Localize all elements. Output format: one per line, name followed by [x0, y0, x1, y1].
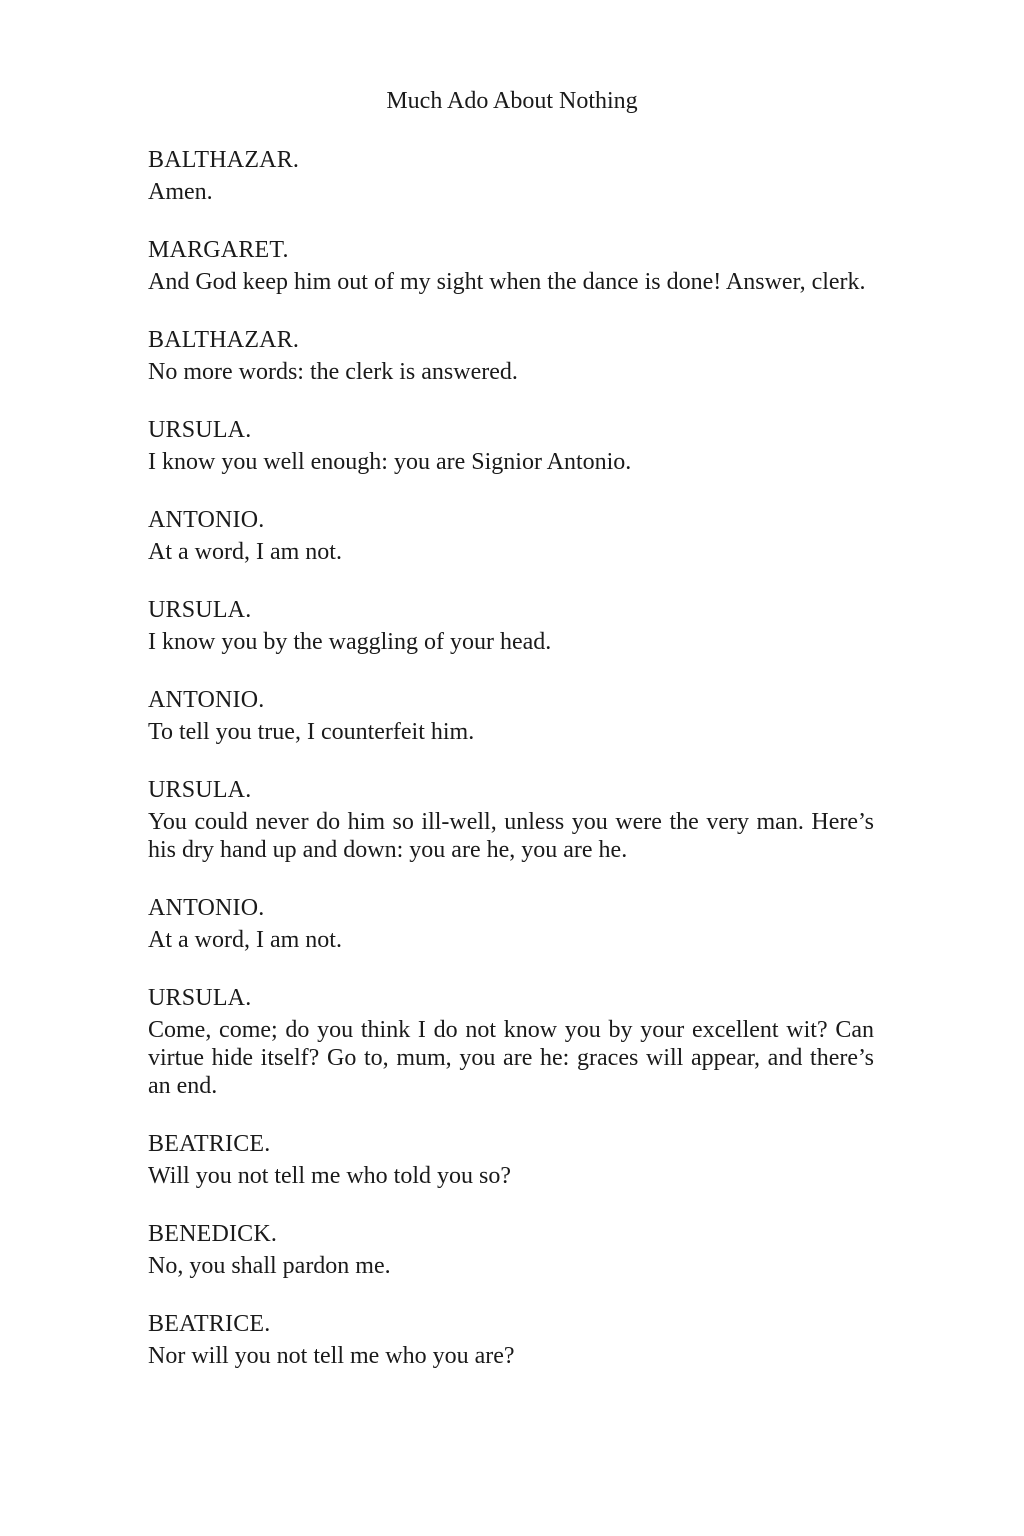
speech-text: To tell you true, I counterfeit him.: [148, 719, 475, 745]
speech-block: [148, 984, 874, 1100]
speech-text: Will you not tell me who told you so?: [148, 1163, 511, 1189]
speech-block: [148, 894, 874, 954]
speaker-name: BEATRICE.: [148, 1131, 271, 1157]
speech-text: No more words: the clerk is answered.: [148, 359, 518, 385]
speech-text: No, you shall pardon me.: [148, 1253, 391, 1279]
speech-text: I know you well enough: you are Signior Antonio.: [148, 449, 632, 475]
speaker-name: BEATRICE.: [148, 1311, 271, 1337]
speaker-name: BALTHAZAR.: [148, 147, 300, 173]
speech-block: [148, 416, 874, 476]
speech-block: [148, 596, 874, 656]
speech-block: [148, 236, 874, 296]
speech-block: [148, 776, 874, 864]
speaker-name: URSULA.: [148, 597, 252, 623]
speech-text: You could never do him so ill-well, unless you were the very man. Here’s his dry hand up and down: you are he, you are he.: [148, 809, 874, 863]
running-head: Much Ado About Nothing: [386, 88, 638, 114]
speaker-name: ANTONIO.: [148, 895, 265, 921]
speaker-name: BALTHAZAR.: [148, 327, 300, 353]
speech-text: At a word, I am not.: [148, 927, 342, 953]
speaker-name: MARGARET.: [148, 237, 289, 263]
speech-block: [148, 1310, 874, 1370]
speaker-name: URSULA.: [148, 777, 252, 803]
speech-text: Amen.: [148, 179, 213, 205]
speech-text: I know you by the waggling of your head.: [148, 629, 552, 655]
speech-text: At a word, I am not.: [148, 539, 342, 565]
speech-block: [148, 146, 874, 206]
speaker-name: BENEDICK.: [148, 1221, 278, 1247]
speaker-name: ANTONIO.: [148, 687, 265, 713]
speech-block: [148, 506, 874, 566]
speech-block: [148, 686, 874, 746]
speaker-name: ANTONIO.: [148, 507, 265, 533]
dialogue-body: [148, 146, 874, 1400]
speaker-name: URSULA.: [148, 985, 252, 1011]
speech-block: [148, 1220, 874, 1280]
speaker-name: URSULA.: [148, 417, 252, 443]
speech-text: Nor will you not tell me who you are?: [148, 1343, 515, 1369]
speech-block: [148, 1130, 874, 1190]
speech-text: And God keep him out of my sight when the dance is done! Answer, clerk.: [148, 269, 866, 295]
speech-block: [148, 326, 874, 386]
speech-text: Come, come; do you think I do not know you by your excellent wit? Can virtue hide itself? Go to, mum, you are he: graces will appear, and there’s an end.: [148, 1017, 874, 1099]
